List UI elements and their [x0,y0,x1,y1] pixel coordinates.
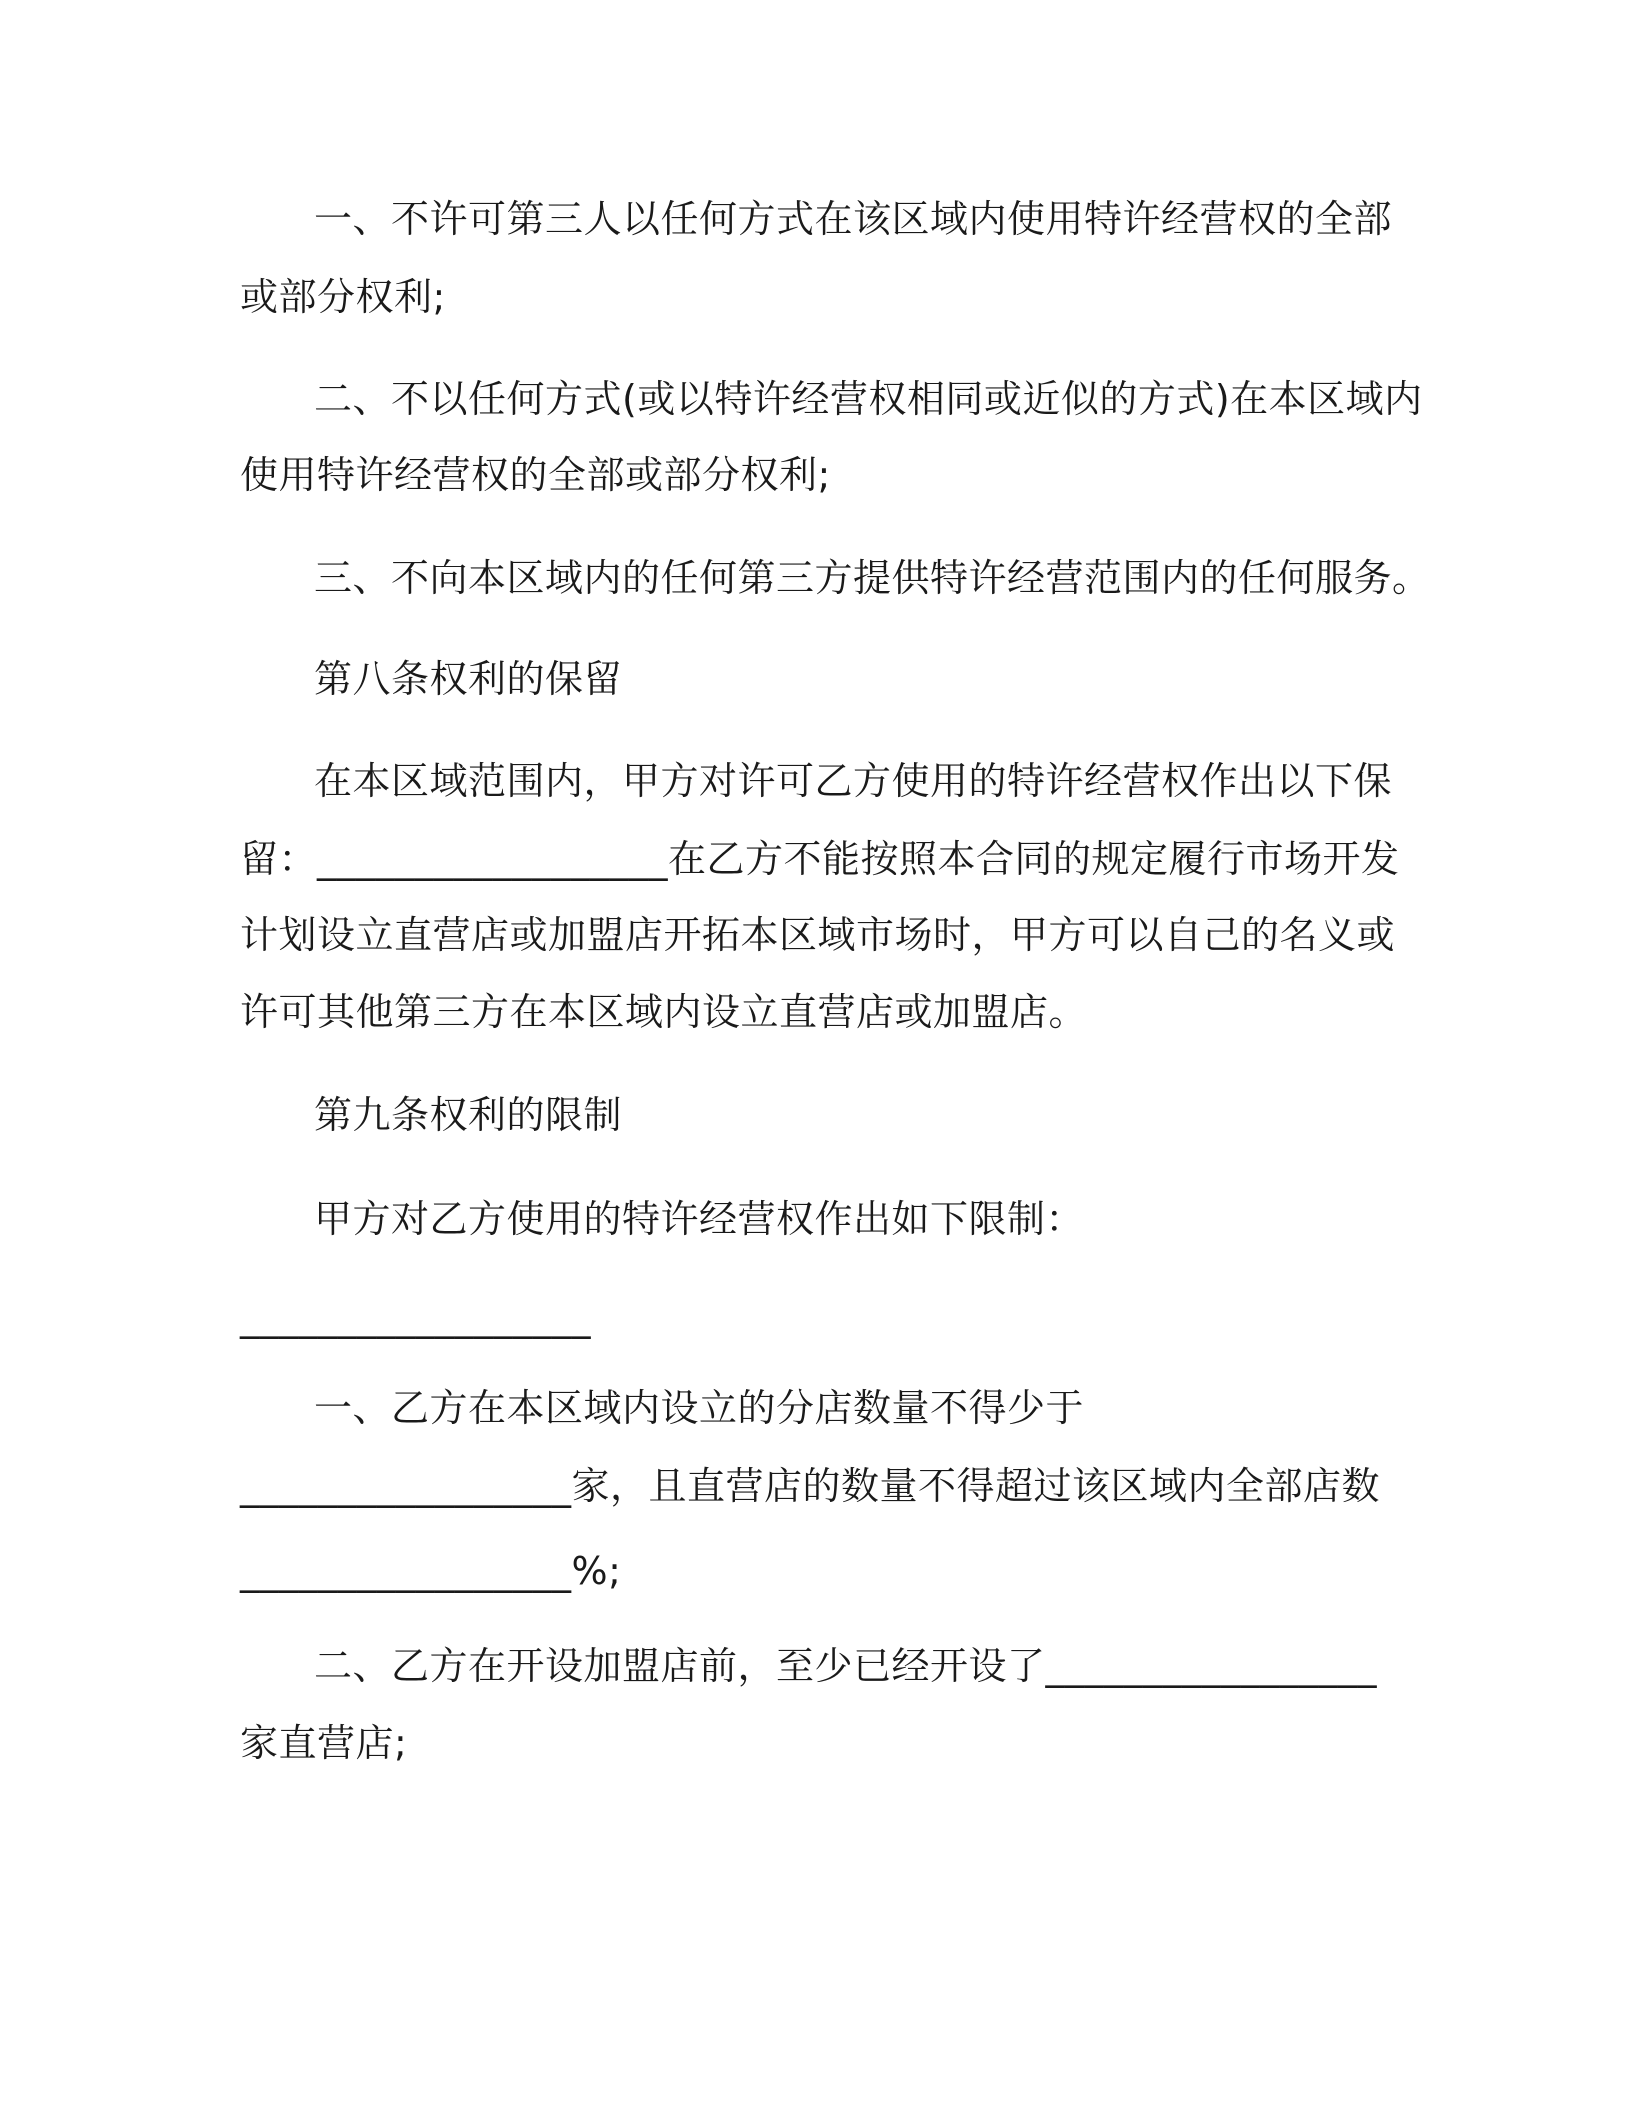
article-9-item-2-line-1: 二、乙方在开设加盟店前，至少已经开设了_________________ [314,1644,1378,1688]
article-8-para-line-4: 许可其他第三方在本区域内设立直营店或加盟店。 [240,990,1088,1034]
clause-7-item-1-line-1: 一、不许可第三人以任何方式在该区域内使用特许经营权的全部 [314,197,1393,241]
article-8-heading: 第八条权利的保留 [314,657,623,701]
article-9-item-1-line-1: 一、乙方在本区域内设立的分店数量不得少于 [314,1386,1085,1430]
article-9-item-1-line-3: _________________%; [240,1549,622,1593]
article-9-heading: 第九条权利的限制 [314,1093,623,1137]
clause-7-item-2-line-2: 使用特许经营权的全部或部分权利; [240,453,831,497]
clause-7-item-1-line-2: 或部分权利; [240,275,446,319]
article-8-para-line-3: 计划设立直营店或加盟店开拓本区域市场时，甲方可以自己的名义或 [240,913,1396,957]
article-9-item-1-line-2: _________________家，且直营店的数量不得超过该区域内全部店数 [240,1464,1381,1508]
clause-7-item-2-line-1: 二、不以任何方式(或以特许经营权相同或近似的方式)在本区域内 [314,377,1423,421]
article-8-para-line-1: 在本区域范围内，甲方对许可乙方使用的特许经营权作出以下保 [314,759,1393,803]
article-9-item-2-line-2: 家直营店; [240,1721,408,1765]
clause-7-item-3: 三、不向本区域内的任何第三方提供特许经营范围内的任何服务。 [314,556,1431,600]
article-9-intro: 甲方对乙方使用的特许经营权作出如下限制： [314,1197,1085,1241]
article-8-para-line-2: 留：__________________在乙方不能按照本合同的规定履行市场开发 [240,837,1400,881]
article-9-blank-line: __________________ [240,1295,591,1339]
